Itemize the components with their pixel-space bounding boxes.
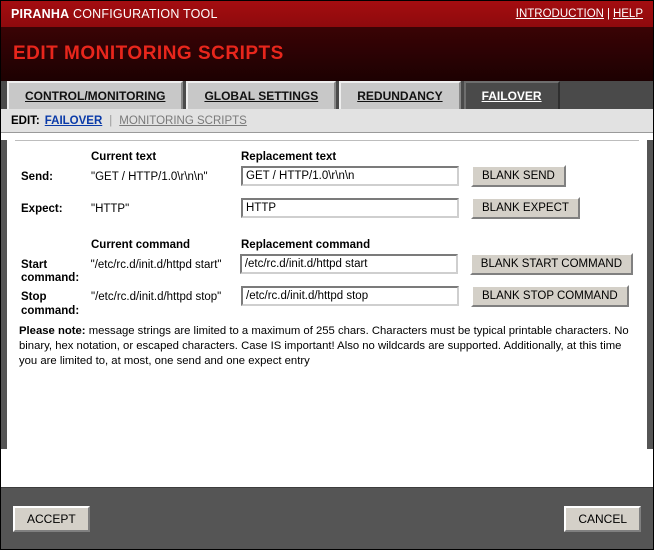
note-text: message strings are limited to a maximum of 255 chars. Characters must be typical printable characters. No binary, hex notation, or escaped characters. Case IS important! Also no wildcards are supported. Additionally, at this time you are limited to, at most, one send and one expect entry [19,324,629,368]
breadcrumb-divider: | [109,114,113,127]
monitoring-scripts-form [7,141,647,318]
tab-redundancy[interactable]: REDUNDANCY [339,81,460,109]
breadcrumb [1,109,653,133]
field-group-send [241,165,633,197]
tab-bar [1,81,653,109]
expect-input[interactable] [241,198,459,218]
breadcrumb-label: EDIT: [11,114,40,127]
blank-start-command-button[interactable]: BLANK START COMMAND [470,253,633,275]
breadcrumb-current-monitoring-scripts: MONITORING SCRIPTS [119,114,247,127]
breadcrumb-link-failover[interactable]: FAILOVER [44,114,103,127]
send-input[interactable] [241,166,459,186]
header-replacement-command: Replacement command [241,239,371,251]
main-content [1,140,653,449]
app-header-bar [1,1,653,27]
cancel-button[interactable]: CANCEL [564,506,641,532]
row-expect [21,197,633,229]
page-title: EDIT MONITORING SCRIPTS [13,43,284,64]
row-start-command [21,253,633,285]
label-stop-command: Stop command: [21,291,80,317]
current-send: "GET / HTTP/1.0\r\n\n" [91,171,208,183]
help-link[interactable]: HELP [612,8,643,20]
accept-button[interactable]: ACCEPT [13,506,90,532]
tab-failover[interactable]: FAILOVER [464,81,560,109]
header-replacement-text: Replacement text [241,151,337,163]
header-links [516,8,643,20]
current-expect: "HTTP" [91,203,130,215]
command-column-headers [21,239,633,251]
tab-global-settings[interactable]: GLOBAL SETTINGS [186,81,336,109]
note-label: Please note: [19,324,86,337]
blank-send-button[interactable]: BLANK SEND [471,165,566,187]
current-start-command: "/etc/rc.d/init.d/httpd start" [90,259,222,271]
header-link-separator: | [606,8,610,20]
stop-command-input[interactable] [241,286,459,306]
row-stop-command [21,285,633,317]
page-title-band [1,27,653,81]
blank-expect-button[interactable]: BLANK EXPECT [471,197,580,219]
tab-control-monitoring[interactable]: CONTROL/MONITORING [7,81,183,109]
field-group-stop-command [241,285,633,317]
brand-subtitle: CONFIGURATION TOOL [69,7,218,21]
label-expect: Expect: [21,203,63,215]
section-gap [21,229,633,239]
text-column-headers [21,151,633,163]
footer-bar [1,487,653,549]
field-group-start-command [240,253,633,285]
label-send: Send: [21,171,53,183]
header-current-command: Current command [91,239,191,251]
row-send [21,165,633,197]
header-current-text: Current text [91,151,157,163]
app-brand [11,7,218,21]
start-command-input[interactable] [240,254,458,274]
form-note [19,324,635,370]
label-start-command: Start command: [21,259,80,285]
introduction-link[interactable]: INTRODUCTION [515,8,604,20]
blank-stop-command-button[interactable]: BLANK STOP COMMAND [471,285,629,307]
current-stop-command: "/etc/rc.d/init.d/httpd stop" [91,291,222,304]
field-group-expect [241,197,633,229]
brand-name: PIRANHA [11,7,70,21]
